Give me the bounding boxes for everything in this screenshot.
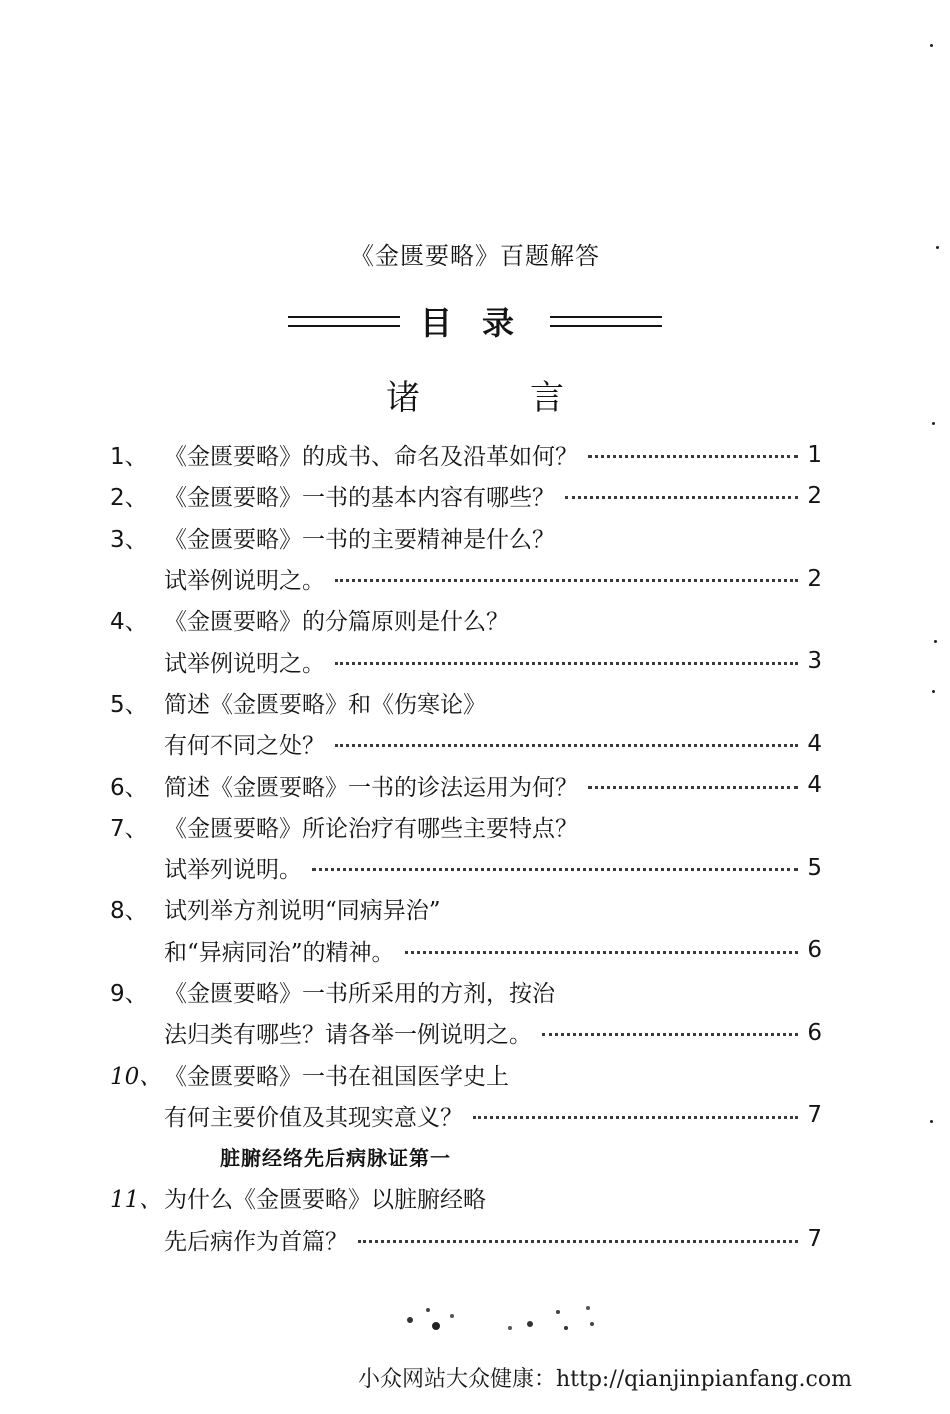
toc-entry-line[interactable] — [110, 475, 822, 516]
dot-leader — [312, 868, 798, 871]
toc-entry-number: 5、 — [110, 691, 148, 718]
print-speckle — [390, 1298, 610, 1338]
dot-leader — [473, 1116, 798, 1119]
toc-page-number: 2 — [807, 565, 822, 592]
toc-page-number: 1 — [807, 441, 822, 468]
right-double-rule — [550, 316, 662, 327]
dot-leader — [358, 1240, 798, 1243]
toc-entry-title: 试举例说明之。 — [164, 650, 325, 677]
toc-entry-number: 6、 — [110, 774, 148, 801]
toc-entry-title: 《金匮要略》一书在祖国医学史上 — [164, 1063, 509, 1090]
toc-entry-title: 《金匮要略》一书的主要精神是什么？ — [164, 526, 555, 553]
toc-page-number: 2 — [807, 482, 822, 509]
toc-entry-title: 《金匮要略》所论治疗有哪些主要特点？ — [164, 815, 578, 842]
toc-entry-line[interactable] — [110, 682, 822, 723]
toc-entry-number: 9、 — [110, 981, 148, 1007]
toc-entry-line[interactable] — [110, 930, 822, 971]
toc-entry-line[interactable] — [110, 806, 822, 847]
toc-page-number: 6 — [807, 937, 822, 964]
left-double-rule — [288, 316, 400, 327]
toc-page-number: 6 — [807, 1019, 822, 1046]
dot-leader — [335, 662, 798, 665]
toc-entry-title: 简述《金匮要略》和《伤寒论》 — [164, 691, 486, 718]
toc-page-number: 7 — [807, 1102, 822, 1129]
toc-entry-title: 试举列说明。 — [164, 857, 302, 884]
contents-label: 目录 — [419, 304, 544, 342]
dot-leader — [588, 786, 798, 789]
toc-page-number: 5 — [807, 854, 822, 881]
toc-entry-title: 有何主要价值及其现实意义？ — [164, 1104, 463, 1131]
dot-leader — [588, 455, 798, 458]
toc-entry-line[interactable] — [110, 764, 822, 805]
toc-entry-number: 3、 — [110, 526, 148, 553]
toc-entry-line[interactable] — [110, 434, 822, 475]
toc-entry-number: 4、 — [110, 609, 148, 636]
dot-leader — [335, 744, 798, 747]
toc-entry-title: 试列举方剂说明“同病异治” — [164, 898, 441, 925]
dot-leader — [335, 579, 798, 582]
toc-entry-title: 《金匮要略》的成书、命名及沿革如何？ — [164, 444, 578, 471]
dot-leader — [542, 1033, 798, 1036]
table-of-contents — [110, 434, 822, 1260]
contents-heading — [0, 298, 950, 344]
dot-leader — [565, 496, 798, 499]
toc-entry-title: 《金匮要略》一书所采用的方剂，按治 — [164, 981, 555, 1007]
toc-entry-line[interactable] — [110, 1095, 822, 1136]
edge-speck — [934, 640, 937, 643]
toc-entry-number: 10、 — [110, 1063, 163, 1090]
toc-entry-line[interactable] — [110, 1053, 822, 1094]
toc-entry-line[interactable] — [110, 640, 822, 681]
site-credit: 小众网站大众健康：http://qianjinpianfang.com — [358, 1367, 852, 1392]
toc-entry-title: 先后病作为首篇？ — [164, 1228, 348, 1255]
toc-entry-line[interactable] — [110, 1177, 822, 1218]
section-heading: 诸言 — [386, 378, 674, 418]
toc-entry-line[interactable] — [110, 517, 822, 558]
edge-speck — [936, 246, 939, 249]
edge-speck — [930, 44, 933, 47]
toc-entry-line[interactable] — [110, 1219, 822, 1260]
toc-entry-title: 和“异病同治”的精神。 — [164, 939, 395, 966]
toc-entry-title: 法归类有哪些？请各举一例说明之。 — [164, 1022, 532, 1049]
toc-entry-line[interactable] — [110, 723, 822, 764]
toc-entry-number: 11、 — [110, 1187, 163, 1214]
toc-entry-line[interactable] — [110, 888, 822, 929]
toc-page-number: 7 — [807, 1226, 822, 1253]
toc-page-number: 4 — [807, 772, 822, 799]
edge-speck — [932, 422, 935, 425]
toc-entry-title: 《金匮要略》的分篇原则是什么？ — [164, 609, 509, 636]
toc-page-number: 4 — [807, 730, 822, 757]
toc-entry-number: 1、 — [110, 444, 148, 471]
edge-speck — [932, 690, 935, 693]
toc-entry-number: 2、 — [110, 485, 148, 512]
toc-entry-line[interactable] — [110, 558, 822, 599]
toc-entry-line[interactable] — [110, 599, 822, 640]
toc-entry-title: 简述《金匮要略》一书的诊法运用为何？ — [164, 774, 578, 801]
toc-entry-title: 《金匮要略》一书的基本内容有哪些？ — [164, 485, 555, 512]
toc-chapter-heading: 脏腑经络先后病脉证第一 — [220, 1146, 451, 1171]
toc-entry-line[interactable] — [110, 1012, 822, 1053]
dot-leader — [405, 951, 798, 954]
toc-entry-title: 试举例说明之。 — [164, 568, 325, 595]
edge-speck — [930, 1120, 933, 1123]
toc-entry-number: 7、 — [110, 815, 148, 842]
toc-entry-line[interactable] — [110, 847, 822, 888]
toc-page-number: 3 — [807, 648, 822, 675]
book-title: 《金匮要略》百题解答 — [350, 242, 600, 270]
toc-entry-number: 8、 — [110, 898, 148, 925]
toc-entry-title: 有何不同之处？ — [164, 733, 325, 760]
toc-entry-line[interactable] — [110, 971, 822, 1012]
toc-entry-title: 为什么《金匮要略》以脏腑经略 — [164, 1187, 486, 1214]
